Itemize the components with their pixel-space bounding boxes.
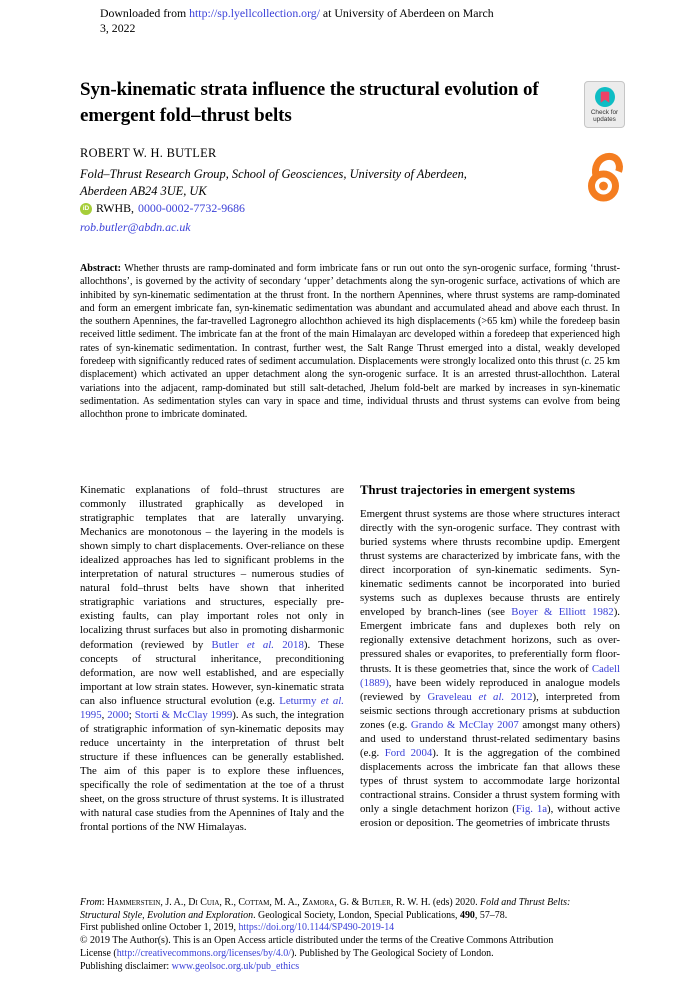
text-segment: 3, 2022 [100,20,136,35]
orcid-icon[interactable]: iD [80,203,92,215]
text-segment: , 57–78. [474,909,508,921]
text-segment: amongst many others) and used to understand thrust-related sedimentary basins (e.g. [360,718,620,759]
link[interactable]: http://sp.lyellcollection.org/ [189,6,320,20]
orcid-id-link[interactable]: 0000-0002-7732-9686 [138,201,246,215]
link[interactable]: Storti & McClay 1999 [134,708,233,721]
text-segment: Downloaded from [100,6,190,20]
copyright-line [80,935,632,948]
link[interactable]: Boyer & Elliott 1982 [511,606,614,619]
affiliation-line1: Fold–Thrust Research Group, School of Geosciences, University of Aberdeen, [80,167,467,181]
link[interactable]: Graveleau [427,690,479,703]
citation-line1 [80,897,632,910]
link[interactable]: Grando & McClay 2007 [410,718,519,731]
disclaimer-line [80,961,632,974]
text-segment: Fold and Thrust Belts: [480,897,571,908]
text-segment: at University of Aberdeen on March [319,6,494,20]
link[interactable]: et al. [320,694,344,707]
text-segment: Kinematic explanations of fold–thrust structures are commonly illustrated graphically as developed in stratigraphic templates that are laterally unvarying. Mechanics are monotonous – the layering in the models is shown simply to chart displacements. Over-reliance on these idealized approaches has led to significant problems in the interpretation of natural structures – numerous studies of natural fold–thrust belts have shown that inherited stratigraphic variations and structures, especially pre-existing faults, can play important roles not only in localizing thrust surfaces but also in promoting disharmonic deformation (reviewed by [80,484,344,651]
article-title-line1: Syn-kinematic strata influence the structural evolution of [80,79,539,100]
text-segment: 25 km displacement) which activated an upper detachment along the syn-orogenic surface. It is an arrested thrust-allochthon. Lateral variations into the adjacent, ramp-dominated but still salt-detached, Jhelum fold-belt are marked by increases in syn-kinematic sedimentation. As sedimentation styles can vary in space and time, individual thrusts and thrust systems can evolve from being allochthon prone to imbricate dominated. [80,356,620,421]
text-segment: c. [584,356,592,368]
link[interactable]: Butler [211,638,247,651]
link[interactable]: http://creativecommons.org/licenses/by/4.0/ [116,947,291,959]
body-right-column [360,483,620,834]
check-for-updates-label-line1: Check for [590,108,619,116]
link[interactable]: https://doi.org/10.1144/SP490-2019-14 [238,922,395,934]
text-segment: First published online October 1, 2019, [80,922,239,934]
crossmark-bookmark-icon [595,87,615,107]
author-email-link[interactable]: rob.butler@abdn.ac.uk [80,220,191,234]
text-segment: Hammerstein, J. A., Di Cuia, R., Cottam, M. A., Zamora, G. & Butler, R. W. H. [106,897,431,908]
text-segment: ). These concepts of structural inheritance, preconditioning deformation, are now well established, and are especially important at low strain states. However, syn-kinematic strata can also influence structural evolution (e.g. [80,638,345,707]
text-segment: ). Published by The Geological Society of London. [290,947,494,959]
citation-line2 [80,910,632,923]
download-note [100,6,600,35]
link[interactable]: et al. [478,690,505,703]
author-name: ROBERT W. H. BUTLER [80,146,217,160]
link[interactable]: Cadell (1889) [360,662,620,689]
text-segment: Abstract: [80,263,122,274]
link[interactable]: 2012 [504,690,533,703]
license-line [80,948,632,961]
link[interactable]: et al. [246,638,274,651]
text-segment: : [101,897,107,908]
text-segment: ), interpreted from seismic sections through accretionary prisms at subduction zones (e.g. [360,690,620,731]
text-segment: ). As such, the integration of stratigraphic information of syn-kinematic deposits may reduce uncertainty in the interpretation of thrust belt structure if these influences can be generally established. The aim of this paper is to explore these influences, specifically the role of sedimentation at the toe of a thrust sheet, on the gross structure of thrust systems. It is illustrated with natural case studies from the Apennines of Italy and the frontal portions of the NW Himalayas. [80,708,344,834]
footer-citation-block [80,897,632,973]
check-for-updates-label-line2: updates [593,115,616,123]
article-title [80,77,620,129]
text-segment: , [101,708,108,721]
download-note-line1 [100,6,600,21]
check-for-updates-badge[interactable] [584,81,625,128]
text-segment: Structural Style, Evolution and Exploration [80,909,254,921]
orcid-row [80,201,245,216]
article-title-line2: emergent fold–thrust belts [80,105,292,126]
text-segment: ), without active erosion or deposition. The geometries of imbricate thrusts [360,802,620,830]
text-segment: (eds) 2020. [430,897,481,908]
text-segment: , have been widely reproduced in analogue models (reviewed by [360,676,620,703]
text-segment: 490 [459,909,475,921]
body-left-column [80,483,344,834]
download-note-line2 [100,21,600,36]
link[interactable]: www.geolsoc.org.uk/pub_ethics [171,960,300,972]
affiliation-line2: Aberdeen AB24 3UE, UK [80,184,207,198]
link[interactable]: Fig. 1a [515,802,548,815]
text-segment: . Geological Society, London, Special Publications, [253,909,460,921]
text-segment: ). It is the aggregation of the combined displacements across the imbricate fan that allows these types of thrust system to accommodate large horizontal contractional strains. Consider a thrust system forming with only a single detachment horizon ( [360,746,620,815]
body-right-paragraph [360,507,620,830]
text-segment: From [80,897,102,908]
link[interactable]: Leturmy [279,694,321,707]
check-for-updates-label [591,109,618,123]
open-access-lock-icon [586,149,626,202]
text-segment: License ( [80,947,117,959]
link[interactable]: 2018 [273,638,304,651]
text-segment: Publishing disclaimer: [80,960,172,972]
link[interactable]: 1995 [80,708,102,721]
body-columns [80,483,620,834]
author-affiliation [80,166,580,200]
abstract [80,262,620,422]
text-segment: © 2019 The Author(s). This is an Open Access article distributed under the terms of the Creative Commons Attribution [80,935,554,947]
first-published-line [80,922,632,935]
link[interactable]: 2000 [107,708,129,721]
link[interactable]: Ford 2004 [384,746,433,759]
text-segment: ). Emergent imbricate fans and duplexes both rely on regionally extensive detachment horizons, such as over-pressured shales or evaporites, to preferentially form floor-thrusts. It is these geometries that, since the work of [360,606,620,675]
author-initials: RWHB, [96,201,134,215]
text-segment: Whether thrusts are ramp-dominated and form imbricate fans or run out onto the syn-orogenic surface, forming ‘thrust-allochthons’, is governed by the activity of secondary ‘upper’ detachments along the syn-orogenic surface, activations of which are inhibited by syn-kinematic sedimentation at the thrust front. In the northern Apennines, where thrust systems are ramp-dominated and form an emergent imbricate fan, syn-kinematic sedimentation was abundant and accumulated ahead and above each thrust. In the southern Apennines, the far-travelled Lagronegro allochthon achieved its high displacements (>65 km) while the foredeep basin received little sediment. The imbricate fan at the front of the main Himalayan arc developed within a foredeep that experienced high rates of syn-kinematic sedimentation. In contrast, further west, the Salt Range Thrust emerged into a distal, weakly developed foredeep with significantly reduced rates of sediment accumulation. Displacements were strongly localized onto this thrust ( [80,263,620,368]
section-heading: Thrust trajectories in emergent systems [360,483,575,497]
text-segment: ; [128,708,135,721]
text-segment: Emergent thrust systems are those where structures interact directly with the syn-orogenic surface. They contrast with buried systems where thrusts recombine updip. Emergent thrust systems are characterized by imbricate fans, with the direct incorporation of syn-kinematic sediments. Syn-kinematic sediments cannot be incorporated into buried systems such as duplexes because thrusts are entirely enveloped by branch-lines (see [360,508,620,619]
